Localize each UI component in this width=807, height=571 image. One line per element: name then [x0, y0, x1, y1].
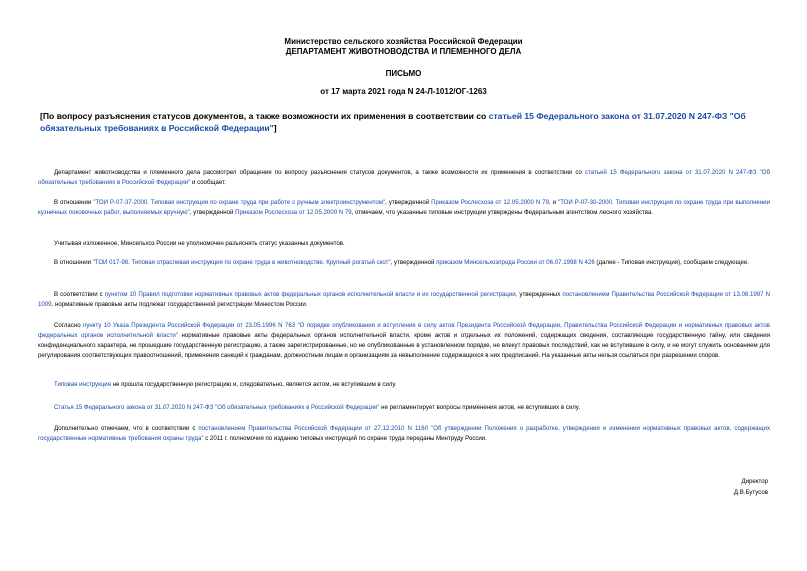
p2-order-link-1[interactable]: Приказом Рослесхоза от 12.05.2000 N 79 [431, 199, 550, 206]
p5-resolution-link[interactable]: постановлением Правительства Российской Федерации от 13.08.1997 N 1009 [38, 291, 771, 308]
p4-text-1: В отношении [54, 259, 93, 266]
p2-text-4: , утвержденной [189, 209, 236, 216]
p5-text-2: , утвержденных [515, 291, 563, 298]
p5-text-3: , нормативные правовые акты подлежат государственной регистрации Минюстом России. [51, 301, 308, 308]
title-text: По вопросу разъяснения статусов документов, а также возможности их применения в соответствии со [42, 111, 489, 121]
p1-text-1: Департамент животноводства и племенного дела рассмотрел обращение по вопросу разъяснения статусов документов, а также возможности их применения в соответствии со [54, 169, 586, 176]
p2-toi-37-link[interactable]: "ТОИ Р-07-37-2000. Типовая инструкция по охране труда при работе с ручным электроинструментом" [93, 199, 386, 206]
p6-text-2: нормативные правовые акты федеральных органов исполнительной власти, кроме актов и отдельных их положений, содержащих сведения, составляющие государственную тайну, или сведения конфиденциального характера, не прошедшие государственную регистрацию, а также зарегистрированные, но не опубликованные в установленном порядке, не влекут правовых последствий, как не вступившие в силу, и не могут служить основанием для регулирования соответствующих правоотношений, применения санкций к гражданам, должностным лицам и организациям за невыполнение содержащихся в них предписаний. На указанные акты нельзя ссылаться при разрешении споров. [38, 332, 771, 359]
p9-resolution-link[interactable]: постановлением Правительства Российской Федерации от 27.12.2010 N 1160 "Об утверждении Положения о разработке, утверждении и изменении нормативных правовых актов, содержащих государственные нормативные требования охраны труда" [38, 425, 770, 442]
p4-text-3: (далее - Типовая инструкция), сообщаем следующее. [594, 259, 750, 266]
document-title [40, 110, 767, 134]
document-type: ПИСЬМО [385, 69, 422, 78]
paragraph-2 [38, 198, 770, 218]
paragraph-5 [38, 290, 770, 310]
p1-law-link[interactable]: статьей 15 Федерального закона от 31.07.2020 N 247-ФЗ "Об обязательных требованиях в Российской Федерации" [38, 169, 770, 186]
p9-text-1: Дополнительно отмечаем, что в соответствии с [54, 425, 199, 432]
p4-toi-017-link[interactable]: "ТОИ 017-98. Типовая отраслевая инструкция по охране труда в животноводстве. Крупный рогатый скот" [92, 259, 391, 266]
paragraph-6 [38, 321, 770, 361]
p4-order-link[interactable]: приказом Минсельхозпрода России от 06.07.1998 N 426 [436, 259, 595, 266]
paragraph-3 [38, 239, 770, 249]
p7-text-1: не прошла государственную регистрацию и, следовательно, является актом, не вступившим в силу. [110, 381, 397, 388]
p4-text-2: , утвержденной [390, 259, 437, 266]
paragraph-1 [38, 168, 770, 188]
p2-text-1: В отношении [54, 199, 94, 206]
p1-text-2: и сообщает. [190, 179, 226, 186]
signatory-name: Д.В.Бутусов [733, 489, 768, 496]
p3-text-1: Учитывая изложенное, Минсельхоз России не уполномочен разъяснять статус указанных документов. [54, 240, 345, 247]
title-bracket-close: ] [273, 123, 277, 133]
paragraph-7 [38, 380, 770, 390]
p6-text-1: Согласно [54, 322, 84, 329]
ministry-name: Министерство сельского хозяйства Российской Федерации [284, 37, 523, 46]
p2-order-link-2[interactable]: Приказом Рослесхоза от 12.05.2000 N 79 [235, 209, 352, 216]
document-date-number: от 17 марта 2021 года N 24-Л-1012/ОГ-1263 [320, 87, 487, 96]
signatory-position: Директор [741, 478, 768, 485]
department-name: ДЕПАРТАМЕНТ ЖИВОТНОВОДСТВА И ПЛЕМЕННОГО ДЕЛА [285, 47, 522, 56]
p7-instruction-link[interactable]: Типовая инструкция [54, 381, 111, 388]
p8-text-1: не регламентирует вопросы применения актов, не вступивших в силу. [379, 404, 580, 411]
paragraph-8 [38, 403, 770, 413]
title-bracket-open: [ [40, 111, 43, 121]
title-law-link[interactable]: статьей 15 Федерального закона от 31.07.2020 N 247-ФЗ "Об обязательных требованиях в Российской Федерации" [40, 111, 746, 133]
paragraph-9 [38, 424, 770, 444]
p9-text-2: с 2011 г. полномочия по изданию типовых инструкций по охране труда переданы Минтруду России. [203, 435, 487, 442]
p5-text-1: В соответствии с [54, 291, 105, 298]
p2-toi-30-link[interactable]: "ТОИ Р-07-30-2000. Типовая инструкция по охране труда при выполнении кузнечных поковочных работ, выполняемых вручную" [38, 199, 770, 216]
p2-text-5: , отмечаем, что указанные типовые инструкции утверждены Федеральным агентством лесного хозяйства. [351, 209, 653, 216]
p2-text-3: , и [549, 199, 559, 206]
p2-text-2: , утвержденной [385, 199, 432, 206]
p8-law-link[interactable]: Статья 15 Федерального закона от 31.07.2020 N 247-ФЗ "Об обязательных требованиях в Российской Федерации" [54, 404, 380, 411]
paragraph-4 [38, 258, 770, 268]
p6-decree-link[interactable]: пункту 10 Указа Президента Российской Федерации от 23.05.1996 N 763 "О порядке опубликования и вступления в силу актов Президента Российской Федерации, Правительства Российской Федерации и нормативных правовых актов федеральных органов исполнительной власти" [38, 322, 771, 339]
p5-rules-link[interactable]: пунктом 10 Правил подготовки нормативных правовых актов федеральных органов исполнительной власти и их государственной регистрации [104, 291, 516, 298]
